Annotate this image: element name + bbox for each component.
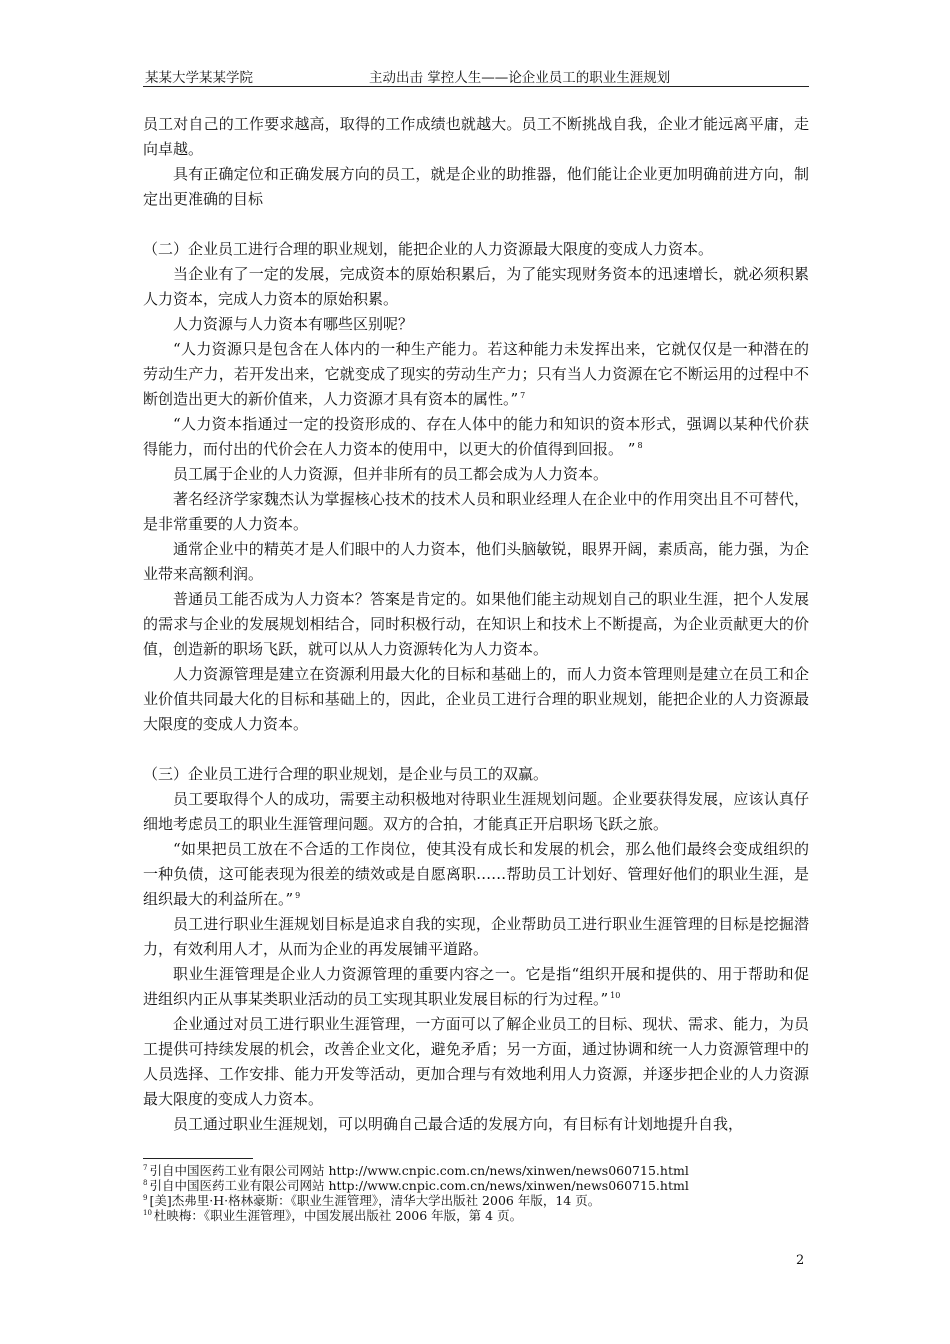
paragraph: 员工要取得个人的成功，需要主动积极地对待职业生涯规划问题。企业要获得发展，应该认真仔细地考虑员工的职业生涯管理问题。双方的合拍，才能真正开启职场飞跃之旅。: [143, 790, 809, 833]
paragraph: 员工通过职业生涯规划，可以明确自己最合适的发展方向，有目标有计划地提升自我，: [173, 1115, 744, 1133]
quote-paragraph: “人力资源只是包含在人体内的一种生产能力。若这种能力未发挥出来，它就仅仅是一种潜在的劳动生产力，若开发出来，它就变成了现实的劳动生产力；只有当人力资源在它不断运用的过程中不断创造出更大的新价值来，人力资源才具有资本的属性。” $^7$: [143, 340, 809, 408]
header-title: 主动出击 掌控人生——论企业员工的职业生涯规划: [369, 70, 671, 86]
footnote-separator: [143, 1158, 253, 1159]
footnote: $^8$ 引自中国医药工业有限公司网站 http://www.cnpic.com.cn/news/xinwen/news060715.html: [143, 1178, 689, 1193]
paragraph: 员工对自己的工作要求越高，取得的工作成绩也就越大。员工不断挑战自我，企业才能远离平庸，走向卓越。: [143, 115, 809, 158]
footnote: $^{10}$ 杜映梅：《职业生涯管理》，中国发展出版社 2006 年版，第 4 页。: [143, 1208, 523, 1223]
paragraph: 企业通过对员工进行职业生涯管理，一方面可以了解企业员工的目标、现状、需求、能力，为员工提供可持续发展的机会，改善企业文化，避免矛盾；另一方面，通过协调和统一人力资源管理中的人员选择、工作安排、能力开发等活动，更加合理与有效地利用人力资源，并逐步把企业的人力资源最大限度的变成人力资本。: [143, 1015, 809, 1108]
paragraph: 著名经济学家魏杰认为掌握核心技术的技术人员和职业经理人在企业中的作用突出且不可替代，是非常重要的人力资本。: [143, 490, 809, 533]
body-text: [143, 112, 809, 1137]
footnotes: [143, 1163, 809, 1223]
header-institution: 某某大学某某学院: [145, 70, 253, 86]
paragraph: 人力资源管理是建立在资源利用最大化的目标和基础上的，而人力资本管理则是建立在员工和企业价值共同最大化的目标和基础上的，因此，企业员工进行合理的职业规划，能把企业的人力资源最大限度的变成人力资本。: [143, 665, 809, 733]
footnote: $^9$ [美]杰弗里·H·格林豪斯：《职业生涯管理》，清华大学出版社 2006 年版，14 页。: [143, 1193, 601, 1208]
paragraph: 人力资源与人力资本有哪些区别呢？: [173, 315, 414, 333]
page-header: [143, 64, 809, 87]
page-number: 2: [796, 1253, 805, 1268]
paragraph: 员工进行职业生涯规划目标是追求自我的实现，企业帮助员工进行职业生涯管理的目标是挖掘潜力，有效利用人才，从而为企业的再发展铺平道路。: [143, 915, 809, 958]
paragraph: 当企业有了一定的发展，完成资本的原始积累后，为了能实现财务资本的迅速增长，就必须积累人力资本，完成人力资本的原始积累。: [143, 265, 809, 308]
paragraph: 职业生涯管理是企业人力资源管理的重要内容之一。它是指“组织开展和提供的、用于帮助和促进组织内正从事某类职业活动的员工实现其职业发展目标的行为过程。” $^{10}$: [143, 965, 809, 1008]
paragraph: 员工属于企业的人力资源，但并非所有的员工都会成为人力资本。: [173, 465, 609, 483]
footnote-ref: 8: [637, 441, 643, 450]
footnote-ref: 9: [295, 891, 301, 900]
footnote-ref: 7: [520, 391, 526, 400]
paragraph: 通常企业中的精英才是人们眼中的人力资本，他们头脑敏锐，眼界开阔，素质高，能力强，为企业带来高额利润。: [143, 540, 809, 583]
paragraph: 普通员工能否成为人力资本？答案是肯定的。如果他们能主动规划自己的职业生涯，把个人发展的需求与企业的发展规划相结合，同时积极行动，在知识上和技术上不断提高，为企业贡献更大的价值，创造新的职场飞跃，就可以从人力资源转化为人力资本。: [143, 590, 809, 658]
footnote-ref: 10: [610, 991, 621, 1000]
quote-paragraph: “如果把员工放在不合适的工作岗位，使其没有成长和发展的机会，那么他们最终会变成组织的一种负债，这可能表现为很差的绩效或是自愿离职……帮助员工计划好、管理好他们的职业生涯，是组织最大的利益所在。” $^9$: [143, 840, 809, 908]
section-heading-2: （二）企业员工进行合理的职业规划，能把企业的人力资源最大限度的变成人力资本。: [143, 240, 714, 258]
footnote: $^7$ 引自中国医药工业有限公司网站 http://www.cnpic.com.cn/news/xinwen/news060715.html: [143, 1163, 689, 1178]
section-heading-3: （三）企业员工进行合理的职业规划，是企业与员工的双赢。: [143, 765, 549, 783]
paragraph: 具有正确定位和正确发展方向的员工，就是企业的助推器，他们能让企业更加明确前进方向，制定出更准确的目标: [143, 165, 809, 208]
quote-paragraph: “人力资本指通过一定的投资形成的、存在人体中的能力和知识的资本形式，强调以某种代价获得能力，而付出的代价会在人力资本的使用中，以更大的价值得到回报。 ” $^8$: [143, 415, 809, 458]
